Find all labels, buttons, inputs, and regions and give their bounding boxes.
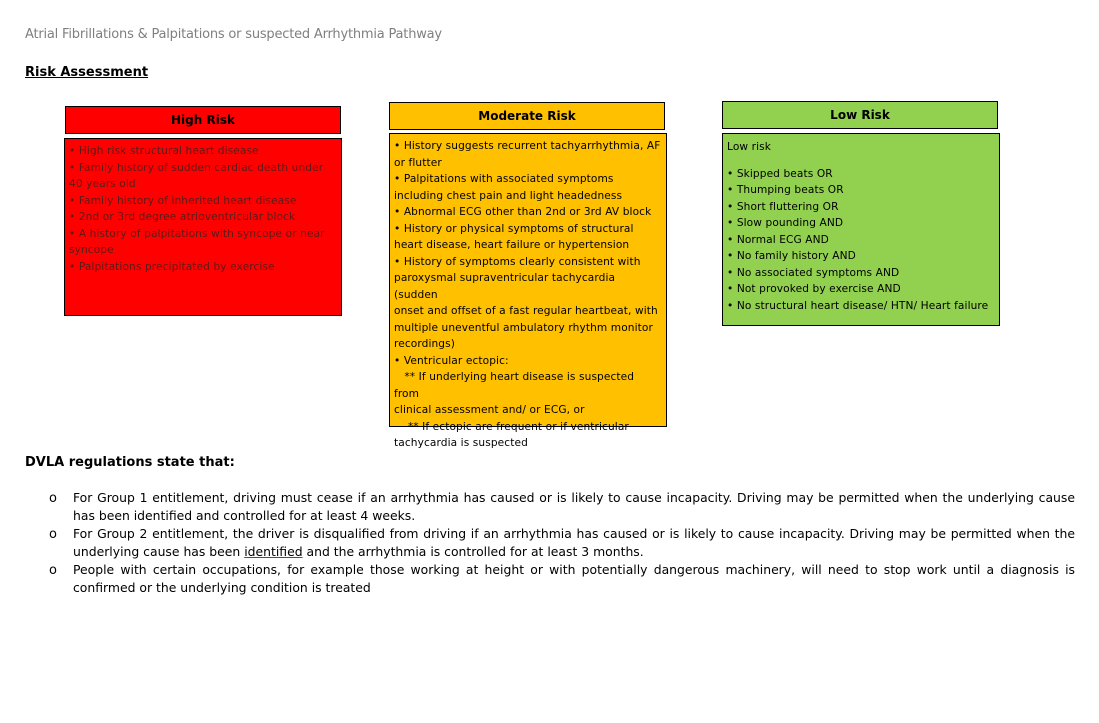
low-risk-criteria-box — [722, 133, 1000, 326]
moderate-risk-line: tachycardia is suspected — [394, 437, 528, 449]
moderate-risk-line: • History of symptoms clearly consistent with — [394, 255, 641, 268]
document-title: Atrial Fibrillations & Palpitations or suspected Arrhythmia Pathway — [25, 27, 442, 42]
moderate-risk-line: clinical assessment and/ or ECG, or — [394, 404, 585, 416]
low-risk-line: • No structural heart disease/ HTN/ Heart failure — [727, 299, 989, 312]
low-risk-line: • No associated symptoms AND — [727, 266, 900, 279]
moderate-risk-line: multiple uneventful ambulatory rhythm monitor — [394, 321, 653, 334]
moderate-risk-line: • Abnormal ECG other than 2nd or 3rd AV block — [394, 206, 652, 218]
moderate-risk-line: or flutter — [394, 156, 442, 169]
moderate-risk-header — [389, 102, 665, 130]
moderate-risk-line: • History or physical symptoms of structural — [394, 222, 634, 235]
moderate-risk-line: • Palpitations with associated symptoms — [394, 173, 614, 185]
high-risk-criteria-box — [64, 138, 342, 316]
moderate-risk-line: • Ventricular ectopic: — [394, 354, 509, 367]
low-risk-line: • No family history AND — [727, 250, 856, 262]
high-risk-line: • Family history of sudden cardiac death under — [69, 161, 324, 174]
dvla-heading: DVLA regulations state that: — [25, 455, 235, 470]
dvla-regulations-list — [25, 489, 1075, 597]
moderate-risk-line: heart disease, heart failure or hypertension — [394, 239, 630, 251]
dvla-item-underlined-word: identified — [244, 544, 303, 559]
moderate-risk-line: including chest pain and light headedness — [394, 189, 623, 202]
high-risk-line: syncope — [69, 244, 114, 256]
high-risk-line: • Palpitations precipitated by exercise — [69, 260, 275, 273]
moderate-risk-label: Moderate Risk — [478, 109, 576, 123]
moderate-risk-line: ** If underlying heart disease is suspected from — [394, 371, 638, 400]
high-risk-line: 40 years old — [69, 178, 136, 190]
circle-bullet-icon: o — [49, 491, 57, 506]
dvla-item-text: For Group 1 entitlement, driving must cease if an arrhythmia has caused or is likely to cause incapacity. Driving may be permitted when the underlying cause has been identified and controlled for at least 4 weeks. — [73, 490, 1075, 523]
low-risk-line: • Not provoked by exercise AND — [727, 283, 901, 295]
low-risk-line: • Normal ECG AND — [727, 233, 829, 246]
moderate-risk-line: paroxysmal supraventricular tachycardia (sudden — [394, 272, 619, 301]
moderate-risk-line: • History suggests recurrent tachyarrhythmia, AF — [394, 140, 661, 152]
high-risk-line: • Family history of inherited heart disease — [69, 194, 297, 207]
dvla-item-text-end: and the arrhythmia is controlled for at least 3 months. — [302, 544, 644, 559]
high-risk-header — [65, 106, 341, 134]
low-risk-line: • Skipped beats OR — [727, 167, 833, 180]
low-risk-label: Low Risk — [830, 108, 890, 122]
risk-assessment-heading: Risk Assessment — [25, 65, 149, 80]
dvla-list-item — [25, 525, 1075, 561]
low-risk-line: • Slow pounding AND — [727, 217, 844, 229]
circle-bullet-icon: o — [49, 563, 57, 578]
dvla-item-text: For Group 2 entitlement, the driver is disqualified from driving if an arrhythmia has caused or is likely to cause incapacity. Driving may be permitted when the underlying cause has been — [73, 526, 1075, 559]
moderate-risk-line: recordings) — [394, 338, 455, 350]
circle-bullet-icon: o — [49, 527, 57, 542]
low-risk-line: • Thumping beats OR — [727, 184, 844, 196]
low-risk-header — [722, 101, 998, 129]
high-risk-line: • High risk structural heart disease — [69, 145, 259, 157]
dvla-list-item — [25, 489, 1075, 525]
moderate-risk-line: onset and offset of a fast regular heartbeat, with — [394, 305, 658, 317]
high-risk-line: • A history of palpitations with syncope or near — [69, 227, 325, 240]
low-risk-line: • Short fluttering OR — [727, 200, 839, 213]
low-risk-intro: Low risk — [727, 141, 771, 153]
high-risk-line: • 2nd or 3rd degree atrioventricular block — [69, 211, 296, 223]
high-risk-label: High Risk — [171, 113, 235, 127]
dvla-list-item — [25, 561, 1075, 597]
moderate-risk-criteria-box — [389, 133, 667, 449]
dvla-item-text: People with certain occupations, for example those working at height or with potentially dangerous machinery, will need to stop work until a diagnosis is confirmed or the underlying condition is treated — [73, 562, 1075, 595]
moderate-risk-line: ** If ectopic are frequent or if ventricular — [394, 420, 629, 433]
